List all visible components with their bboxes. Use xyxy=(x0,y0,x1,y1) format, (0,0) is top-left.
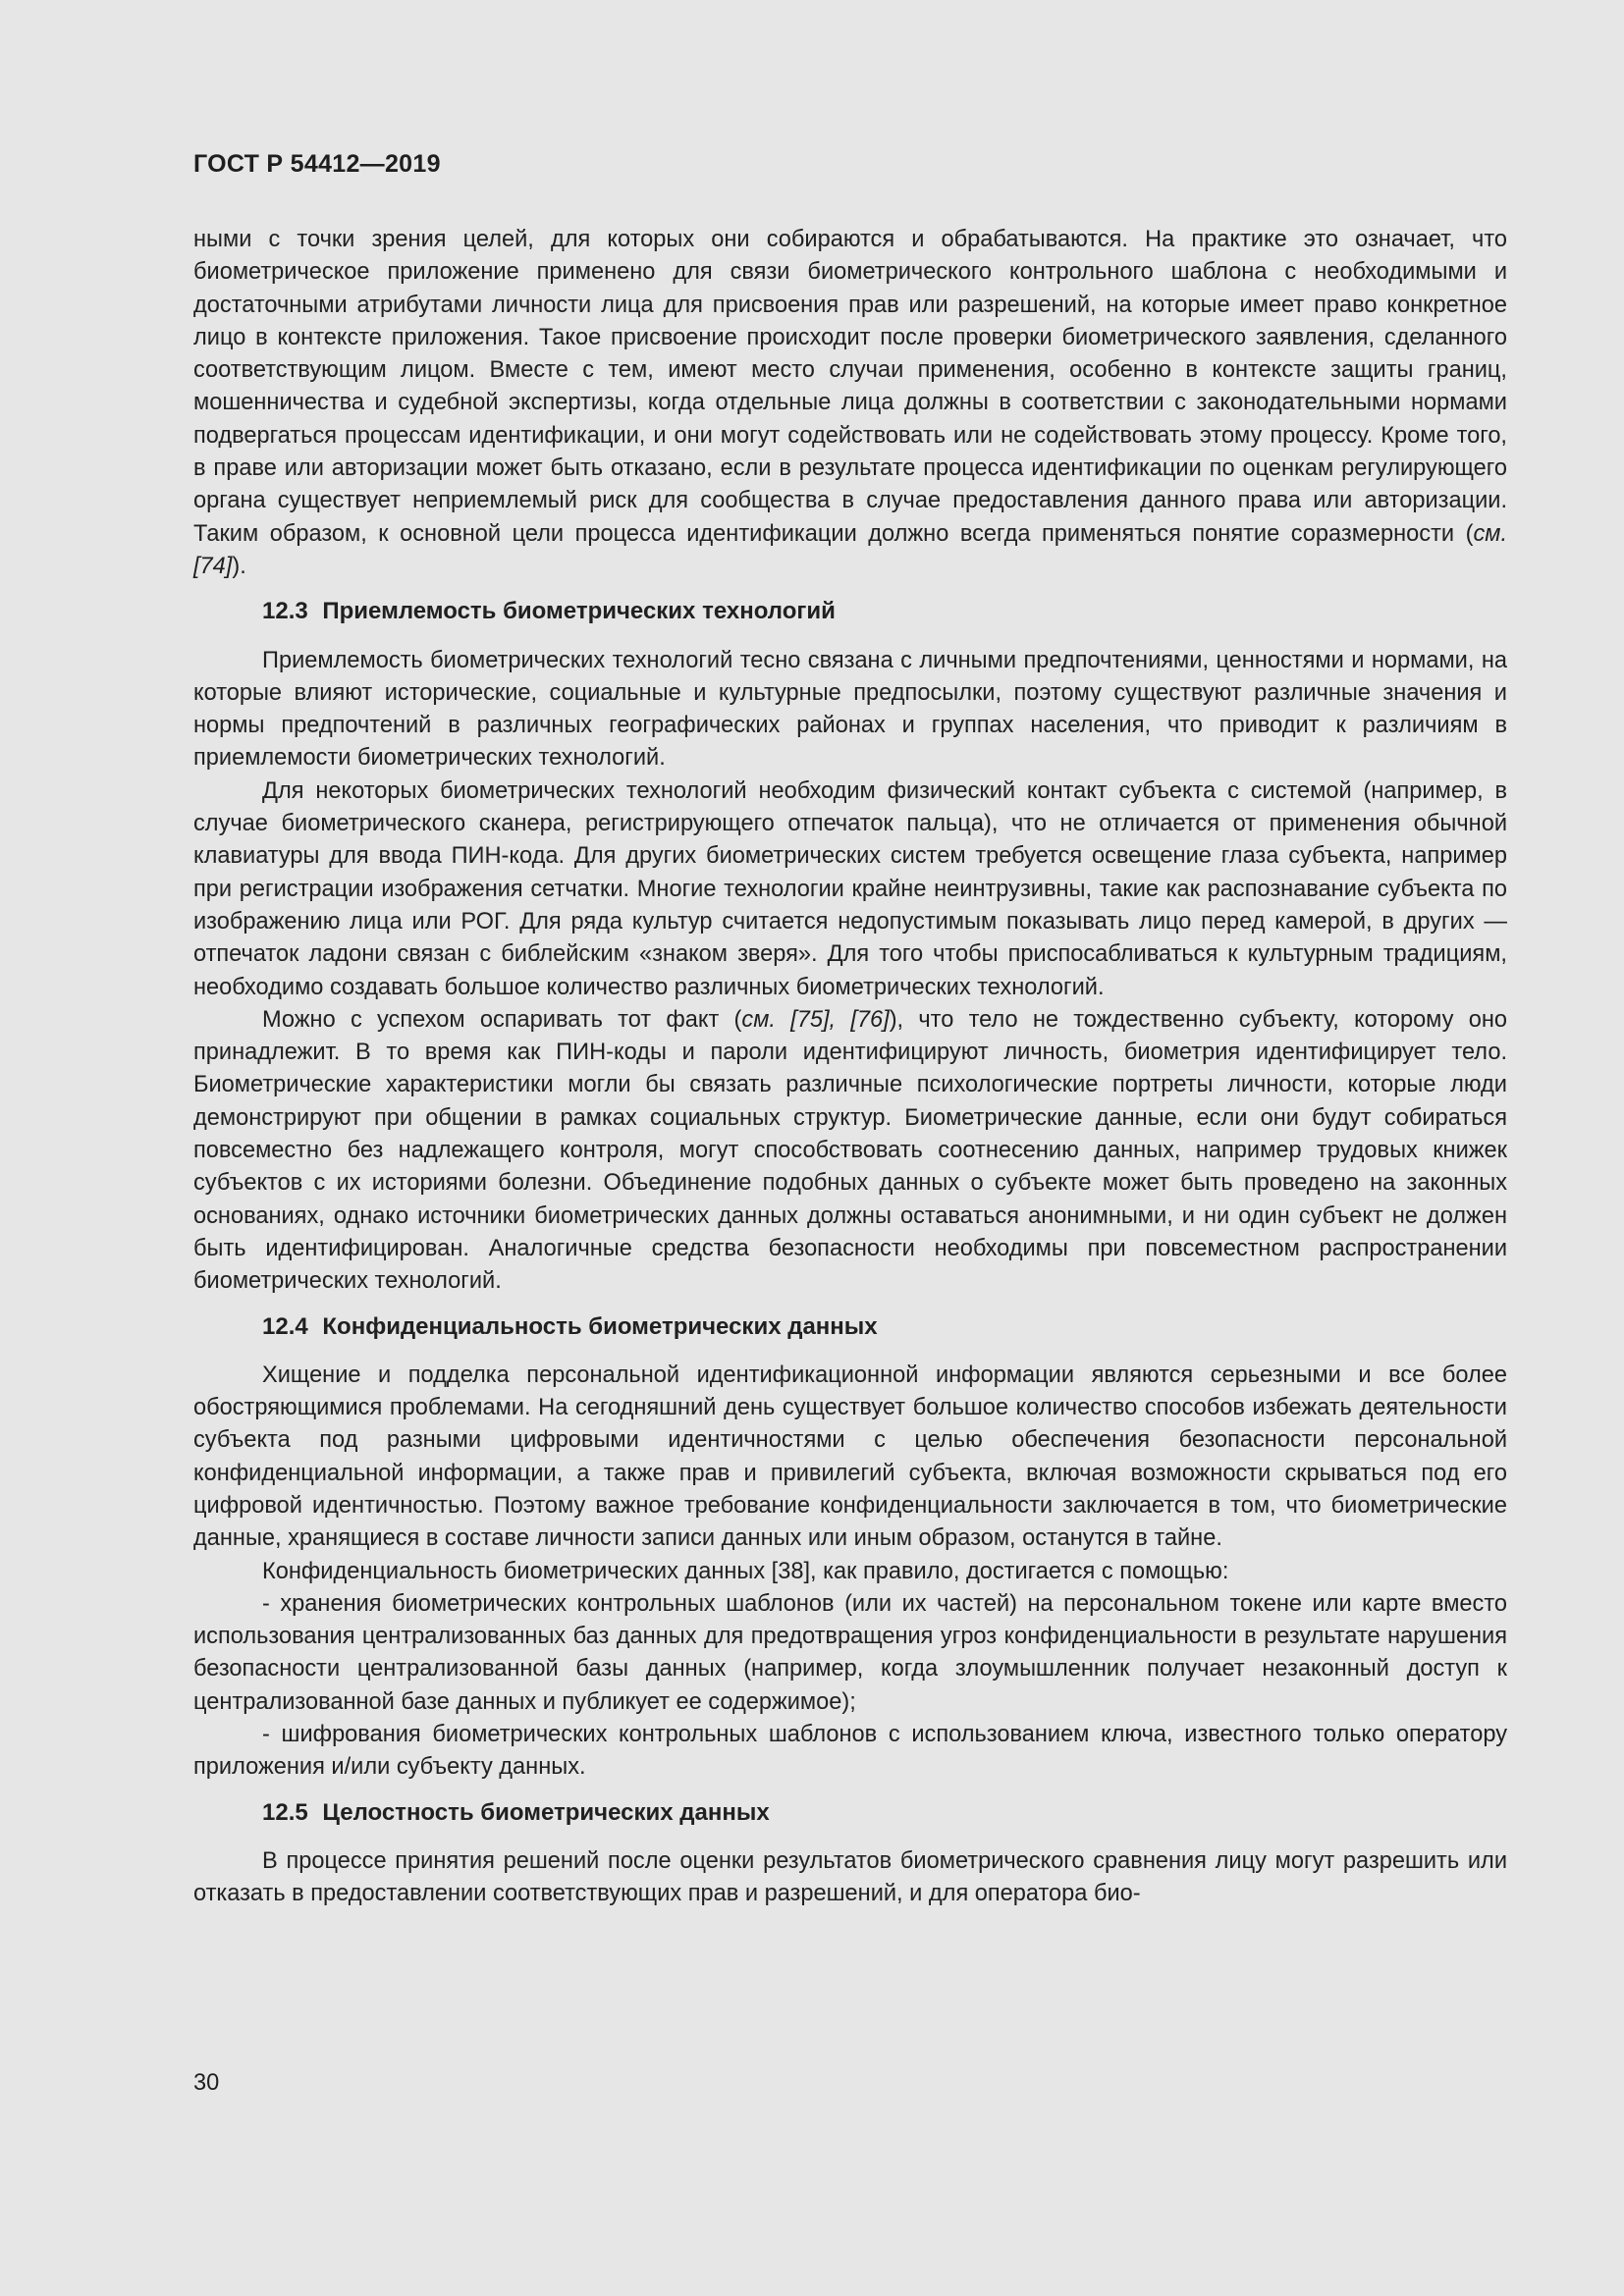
section-title: Приемлемость биометрических технологий xyxy=(322,598,836,625)
list-item: - хранения биометрических контрольных шаблонов (или их частей) на персональном токене или карте вместо использования централизованных баз данных для предотвращения угроз конфиденциальности в результате нарушения безопасности централизованной базы данных (например, когда злоумышленник получает незаконный доступ к централизованной базе данных и публикует ее содержимое); xyxy=(193,1590,1507,1715)
page-number: 30 xyxy=(193,2070,220,2096)
document-body xyxy=(193,224,1507,1911)
paragraph: Приемлемость биометрических технологий тесно связана с личными предпочтениями, ценностями и нормами, на которые влияют исторические, социальные и культурные предпосылки, поэтому существуют различные значения и нормы предпочтений в различных географических районах и группах населения, что приводит к различиям в приемлемости биометрических технологий. xyxy=(193,647,1507,772)
section-title: Целостность биометрических данных xyxy=(322,1798,770,1826)
section-number: 12.4 xyxy=(262,1312,308,1340)
document-header: ГОСТ Р 54412—2019 xyxy=(193,150,441,178)
continued-paragraph xyxy=(193,224,1507,583)
reference-link: см. [75], [76] xyxy=(741,1006,890,1033)
section-title: Конфиденциальность биометрических данных xyxy=(322,1312,878,1340)
paragraph: Конфиденциальность биометрических данных [38], как правило, достигается с помощью: xyxy=(262,1558,1229,1584)
paragraph-text: ными с точки зрения целей, для которых они собираются и обрабатываются. На практике это означает, что биометрическое приложение применено для связи биометрического контрольного шаблона с необходимыми и достаточными атрибутами личности лица для присвоения прав или разрешений, на которые имеет право конкретное лицо в контексте приложения. Такое присвоение происходит после проверки биометрического заявления, сделанного соответствующим лицом. Вместе с тем, имеют место случаи применения, особенно в контексте защиты границ, мошенничества и судебной экспертизы, когда отдельные лица должны в соответствии с законодательными нормами подвергаться процессам идентификации, и они могут содействовать или не содействовать этому процессу. Кроме того, в праве или авторизации может быть отказано, если в результате процесса идентификации по оценкам регулирующего органа существует неприемлемый риск для сообщества в случае предоставления данного права или авторизации. Таким образом, к основной цели процесса идентификации должно всегда применяться понятие соразмерности ( xyxy=(193,227,1507,547)
paragraph: Для некоторых биометрических технологий необходим физический контакт субъекта с системой (например, в случае биометрического сканера, регистрирующего отпечаток пальца), что не отличается от применения обычной клавиатуры для ввода ПИН-кода. Для других биометрических систем требуется освещение глаза субъекта, например при регистрации изображения сетчатки. Многие технологии крайне неинтрузивны, такие как распознавание субъекта по изображению лица или РОГ. Для ряда культур считается недопустимым показывать лицо перед камерой, в других — отпечаток ладони связан с библейским «знаком зверя». Для того чтобы приспосабливаться к культурным традициям, необходимо создавать большое количество различных биометрических технологий. xyxy=(193,777,1507,1000)
paragraph: Хищение и подделка персональной идентификационной информации являются серьезными и все более обостряющимися проблемами. На сегодняшний день существует большое количество способов избежать деятельности субъекта под разными цифровыми идентичностями с целью обеспечения безопасности персональной конфиденциальной информации, а также прав и привилегий субъекта, включая возможности скрываться под его цифровой идентичностью. Поэтому важное требование конфиденциальности заключается в том, что биометрические данные, хранящиеся в составе личности записи данных или иным образом, останутся в тайне. xyxy=(193,1362,1507,1552)
section-number: 12.5 xyxy=(262,1798,308,1826)
list-item: - шифрования биометрических контрольных шаблонов с использованием ключа, известного только оператору приложения и/или субъекту данных. xyxy=(193,1722,1507,1781)
section-heading-12-4 xyxy=(193,1310,1507,1343)
paragraph: В процессе принятия решений после оценки результатов биометрического сравнения лицу могут разрешить или отказать в предоставлении соответствующих прав и разрешений, и для оператора био- xyxy=(193,1847,1507,1907)
paragraph-text: Можно с успехом оспаривать тот факт ( xyxy=(262,1006,742,1033)
section-number: 12.3 xyxy=(262,598,308,625)
paragraph xyxy=(193,1004,1507,1299)
reference-link: см. [74] xyxy=(193,520,1507,579)
paragraph-text: ). xyxy=(232,553,246,579)
paragraph-text: ), что тело не тождественно субъекту, которому оно принадлежит. В то время как ПИН-коды и пароли идентифицируют личность, биометрия идентифицирует тело. Биометрические характеристики могли бы связать различные психологические портреты личности, которые люди демонстрируют при общении в рамках социальных структур. Биометрические данные, если они будут собираться повсеместно без надлежащего контроля, могут способствовать соотнесению данных, например трудовых книжек субъектов с их историями болезни. Объединение подобных данных о субъекте может быть проведено на законных основаниях, однако источники биометрических данных должны оставаться анонимными, и ни один субъект не должен быть идентифицирован. Аналогичные средства безопасности необходимы при повсеместном распространении биометрических технологий. xyxy=(193,1006,1507,1295)
section-heading-12-5 xyxy=(193,1796,1507,1829)
section-heading-12-3 xyxy=(193,595,1507,627)
